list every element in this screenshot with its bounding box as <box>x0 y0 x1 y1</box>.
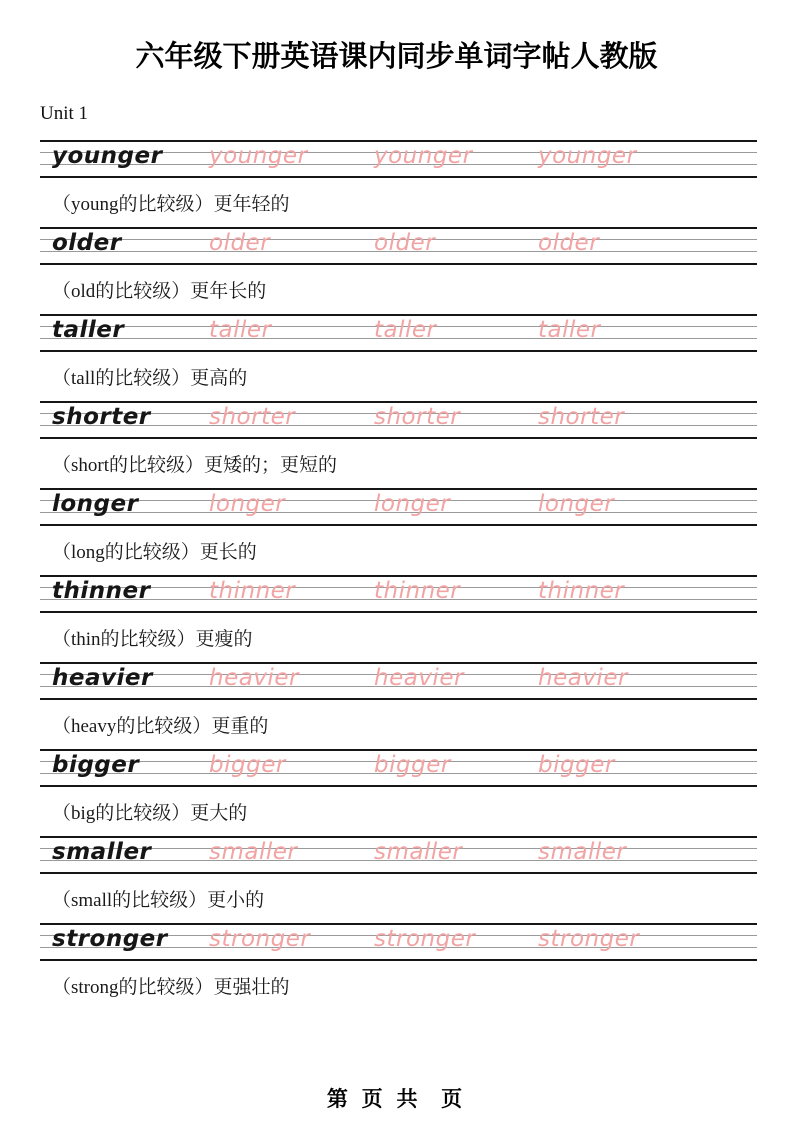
word-definition: （small的比较级）更小的 <box>52 890 265 911</box>
word-rows <box>40 140 757 1010</box>
word-trace-2: taller <box>374 317 437 343</box>
word-trace-2: bigger <box>374 752 451 778</box>
page-footer: 第 页 共 页 <box>326 1088 467 1111</box>
word-definition: （old的比较级）更年长的 <box>52 281 267 302</box>
word-trace-3: taller <box>538 317 601 343</box>
word-sample: older <box>52 230 122 256</box>
word-trace-3: smaller <box>538 839 627 865</box>
word-definition: （long的比较级）更长的 <box>52 542 257 563</box>
word-definition: （tall的比较级）更高的 <box>52 368 248 389</box>
word-trace-1: longer <box>209 491 286 517</box>
word-trace-2: shorter <box>374 404 461 430</box>
word-trace-3: bigger <box>538 752 615 778</box>
word-trace-1: bigger <box>209 752 286 778</box>
word-trace-1: heavier <box>209 665 299 691</box>
word-sample: bigger <box>52 752 140 778</box>
writing-guide <box>40 401 757 439</box>
word-row <box>40 227 757 314</box>
word-definition: （young的比较级）更年轻的 <box>52 194 290 215</box>
word-trace-2: thinner <box>374 578 461 604</box>
unit-heading: Unit 1 <box>40 103 89 124</box>
word-trace-1: stronger <box>209 926 311 952</box>
word-trace-2: younger <box>374 143 473 169</box>
writing-guide <box>40 140 757 178</box>
writing-guide <box>40 314 757 352</box>
word-row <box>40 836 757 923</box>
word-trace-1: younger <box>209 143 308 169</box>
word-trace-3: heavier <box>538 665 628 691</box>
word-sample: smaller <box>52 839 152 865</box>
writing-guide <box>40 227 757 265</box>
word-trace-2: stronger <box>374 926 476 952</box>
writing-guide <box>40 836 757 874</box>
word-trace-1: older <box>209 230 271 256</box>
word-row <box>40 314 757 401</box>
word-row <box>40 140 757 227</box>
word-sample: longer <box>52 491 139 517</box>
word-trace-1: thinner <box>209 578 296 604</box>
word-row <box>40 401 757 488</box>
word-trace-2: smaller <box>374 839 463 865</box>
word-sample: thinner <box>52 578 151 604</box>
word-trace-1: taller <box>209 317 272 343</box>
word-row <box>40 923 757 1010</box>
word-row <box>40 662 757 749</box>
word-trace-3: longer <box>538 491 615 517</box>
writing-guide <box>40 923 757 961</box>
word-row <box>40 575 757 662</box>
word-trace-3: thinner <box>538 578 625 604</box>
word-definition: （short的比较级）更矮的；更短的 <box>52 455 338 476</box>
word-row <box>40 749 757 836</box>
page-title: 六年级下册英语课内同步单词字帖人教版 <box>135 41 658 73</box>
word-trace-3: stronger <box>538 926 640 952</box>
word-trace-3: younger <box>538 143 637 169</box>
word-sample: heavier <box>52 665 153 691</box>
writing-guide <box>40 575 757 613</box>
word-trace-1: smaller <box>209 839 298 865</box>
word-sample: taller <box>52 317 125 343</box>
word-trace-3: shorter <box>538 404 625 430</box>
word-trace-2: longer <box>374 491 451 517</box>
word-sample: younger <box>52 143 163 169</box>
word-trace-3: older <box>538 230 600 256</box>
writing-guide <box>40 749 757 787</box>
word-definition: （thin的比较级）更瘦的 <box>52 629 253 650</box>
word-trace-1: shorter <box>209 404 296 430</box>
writing-guide <box>40 662 757 700</box>
word-sample: stronger <box>52 926 168 952</box>
word-definition: （strong的比较级）更强壮的 <box>52 977 290 998</box>
word-sample: shorter <box>52 404 151 430</box>
word-trace-2: heavier <box>374 665 464 691</box>
word-row <box>40 488 757 575</box>
word-trace-2: older <box>374 230 436 256</box>
word-definition: （big的比较级）更大的 <box>52 803 248 824</box>
word-definition: （heavy的比较级）更重的 <box>52 716 269 737</box>
writing-guide <box>40 488 757 526</box>
